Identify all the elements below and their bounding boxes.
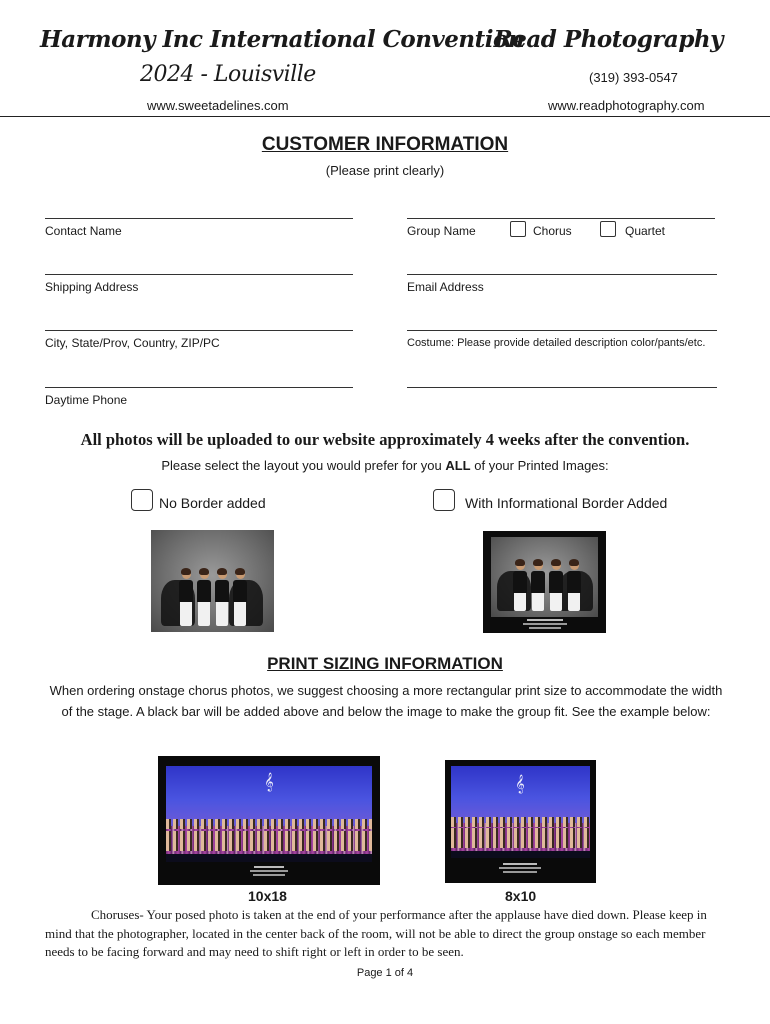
contact-name-label: Contact Name (45, 224, 122, 238)
caption-line-2 (499, 867, 541, 869)
caption-line-2 (523, 623, 567, 625)
group-name-field[interactable] (407, 218, 715, 219)
daytime-phone-field[interactable] (45, 387, 353, 388)
convention-title: Harmony Inc International Convention (40, 26, 525, 53)
header-divider (0, 116, 770, 117)
layout-prompt: Please select the layout you would prefer for you ALL of your Printed Images: (161, 458, 609, 473)
caption-line-2 (250, 870, 288, 872)
photographer-phone: (319) 393-0547 (589, 70, 678, 85)
caption-line-1 (527, 619, 563, 621)
photographer-title: Read Photography (493, 26, 723, 53)
group-name-label: Group Name (407, 224, 476, 238)
no-border-example-photo (151, 530, 274, 632)
photographer-website[interactable]: www.readphotography.com (548, 98, 705, 113)
costume-field-continued[interactable] (407, 387, 717, 388)
choruses-note: Choruses- Your posed photo is taken at the end of your performance after the applause have died down. Please keep in mind that the photographer, located in the center back of the room, will not be able to direct the group onstage so each member needs to be facing forward and may need to shift right or left in order to be seen. (45, 907, 707, 959)
quartet-label: Quartet (625, 224, 666, 238)
daytime-phone-label: Daytime Phone (45, 393, 128, 407)
costume-field[interactable] (407, 330, 717, 331)
page-number: Page 1 of 4 (356, 967, 414, 979)
caption-line-3 (253, 874, 285, 876)
no-border-label: No Border added (159, 495, 266, 511)
customer-info-title: CUSTOMER INFORMATION (261, 134, 509, 155)
no-border-checkbox[interactable] (131, 489, 153, 511)
chorus-label: Chorus (533, 224, 572, 238)
city-state-field[interactable] (45, 330, 353, 331)
customer-info-subtitle: (Please print clearly) (325, 163, 445, 178)
city-state-label: City, State/Prov, Country, ZIP/PC (45, 336, 220, 350)
caption-line-3 (529, 627, 561, 629)
caption-line-1 (503, 863, 537, 865)
convention-subtitle: 2024 - Louisville (140, 62, 316, 87)
treble-clef-icon: 𝄞 (264, 772, 274, 791)
convention-website[interactable]: www.sweetadelines.com (147, 98, 289, 113)
10x18-example-photo (158, 756, 380, 885)
email-address-field[interactable] (407, 274, 717, 275)
treble-clef-icon: 𝄞 (515, 774, 525, 793)
shipping-address-label: Shipping Address (45, 280, 139, 294)
size-label-10x18: 10x18 (248, 888, 287, 904)
informational-border-label: With Informational Border Added (465, 495, 668, 511)
bordered-example-photo (483, 531, 606, 633)
size-label-8x10: 8x10 (505, 888, 537, 904)
costume-label: Costume: Please provide detailed description color/pants/etc. (407, 337, 706, 349)
chorus-checkbox[interactable] (510, 221, 526, 237)
8x10-example-photo (445, 760, 596, 883)
shipping-address-field[interactable] (45, 274, 353, 275)
print-sizing-title: PRINT SIZING INFORMATION (267, 654, 503, 673)
caption-line-1 (254, 866, 284, 868)
upload-notice: All photos will be uploaded to our website approximately 4 weeks after the convention. (80, 430, 690, 449)
email-address-label: Email Address (407, 280, 484, 294)
print-sizing-description: When ordering onstage chorus photos, we suggest choosing a more rectangular print size to accommodate the width of the stage. A black bar will be added above and below the image to make the group fit. See the example below: (49, 683, 723, 719)
informational-border-checkbox[interactable] (433, 489, 455, 511)
contact-name-field[interactable] (45, 218, 353, 219)
caption-line-3 (503, 871, 537, 873)
quartet-checkbox[interactable] (600, 221, 616, 237)
